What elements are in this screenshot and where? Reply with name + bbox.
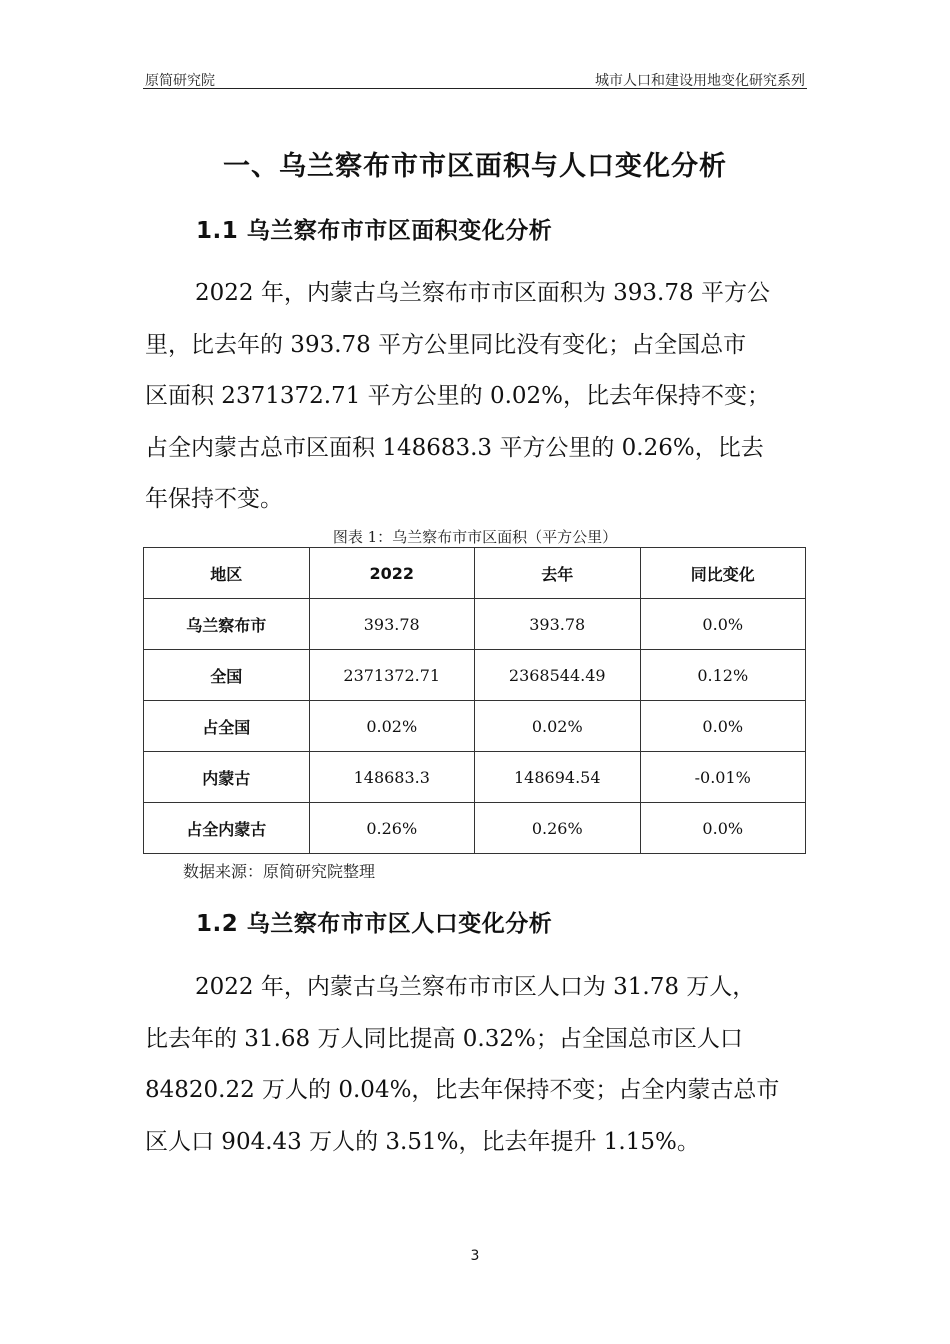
section-1-heading: 1.1 乌兰察布市市区面积变化分析 bbox=[196, 218, 553, 244]
table-cell: 148683.3 bbox=[309, 752, 475, 803]
paragraph-line: 占全内蒙古总市区面积 148683.3 平方公里的 0.26%，比去 bbox=[145, 434, 764, 461]
table-cell: 0.0% bbox=[640, 701, 806, 752]
column-header: 2022 bbox=[309, 548, 475, 599]
table-cell: 0.0% bbox=[640, 803, 806, 854]
column-header: 去年 bbox=[475, 548, 641, 599]
area-table bbox=[143, 547, 806, 854]
row-label: 内蒙古 bbox=[144, 752, 310, 803]
table-cell: 393.78 bbox=[309, 599, 475, 650]
header-right-text: 城市人口和建设用地变化研究系列 bbox=[595, 73, 805, 89]
paragraph-line: 2022 年，内蒙古乌兰察布市市区人口为 31.78 万人， bbox=[195, 974, 756, 1000]
paragraph-line: 比去年的 31.68 万人同比提高 0.32%；占全国总市区人口 bbox=[145, 1025, 743, 1052]
table-cell: 0.02% bbox=[309, 701, 475, 752]
table-row bbox=[144, 701, 806, 752]
table-row bbox=[144, 752, 806, 803]
paragraph-line: 里，比去年的 393.78 平方公里同比没有变化；占全国总市 bbox=[145, 331, 747, 358]
paragraph-line: 区人口 904.43 万人的 3.51%，比去年提升 1.15%。 bbox=[145, 1128, 700, 1155]
table-cell: 0.26% bbox=[309, 803, 475, 854]
section-2-paragraph bbox=[145, 962, 807, 1168]
section-1-paragraph bbox=[145, 268, 807, 526]
row-label: 全国 bbox=[144, 650, 310, 701]
table-cell: -0.01% bbox=[640, 752, 806, 803]
table-cell: 0.02% bbox=[475, 701, 641, 752]
chapter-title: 一、乌兰察布市市区面积与人口变化分析 bbox=[223, 151, 727, 182]
table-cell: 0.26% bbox=[475, 803, 641, 854]
paragraph-line: 2022 年，内蒙古乌兰察布市市区面积为 393.78 平方公 bbox=[195, 280, 770, 306]
table-caption: 图表 1：乌兰察布市市区面积（平方公里） bbox=[332, 528, 618, 546]
table-cell: 2371372.71 bbox=[309, 650, 475, 701]
paragraph-line: 年保持不变。 bbox=[145, 486, 283, 512]
table-cell: 148694.54 bbox=[475, 752, 641, 803]
table-cell: 0.12% bbox=[640, 650, 806, 701]
table-cell: 2368544.49 bbox=[475, 650, 641, 701]
table-cell: 393.78 bbox=[475, 599, 641, 650]
table-row bbox=[144, 650, 806, 701]
column-header: 同比变化 bbox=[640, 548, 806, 599]
row-label: 占全国 bbox=[144, 701, 310, 752]
header-divider bbox=[143, 88, 807, 89]
table-row bbox=[144, 803, 806, 854]
header-left-text: 原简研究院 bbox=[145, 73, 215, 89]
column-header: 地区 bbox=[144, 548, 310, 599]
table-row bbox=[144, 599, 806, 650]
table-header-row bbox=[144, 548, 806, 599]
table-source-note: 数据来源：原简研究院整理 bbox=[183, 862, 376, 881]
paragraph-line: 区面积 2371372.71 平方公里的 0.02%，比去年保持不变； bbox=[145, 383, 771, 409]
paragraph-line: 84820.22 万人的 0.04%，比去年保持不变；占全内蒙古总市 bbox=[145, 1077, 780, 1103]
table-cell: 0.0% bbox=[640, 599, 806, 650]
section-2-heading: 1.2 乌兰察布市市区人口变化分析 bbox=[196, 911, 553, 937]
page-number: 3 bbox=[470, 1248, 480, 1264]
row-label: 乌兰察布市 bbox=[144, 599, 310, 650]
row-label: 占全内蒙古 bbox=[144, 803, 310, 854]
